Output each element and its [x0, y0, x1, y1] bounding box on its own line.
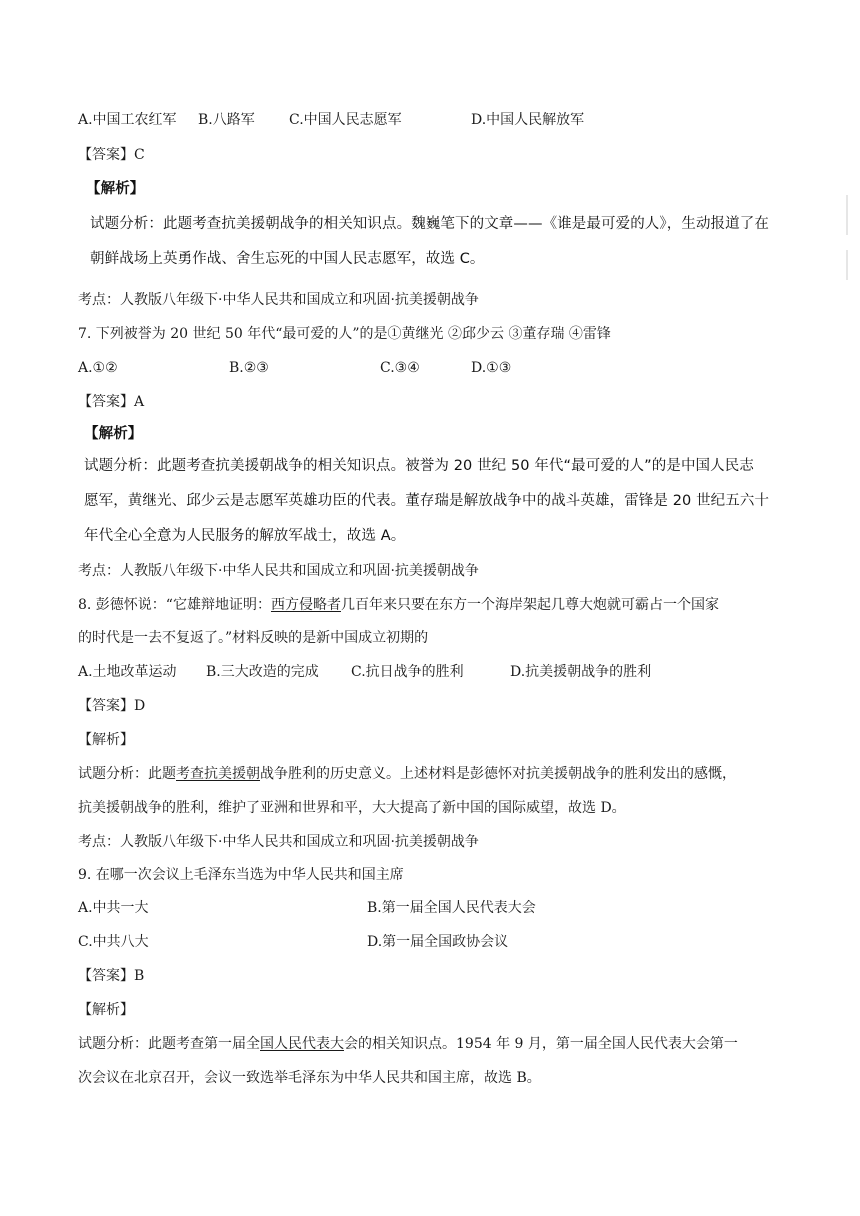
- q9-analysis-underlined: 国人民代表大: [260, 1036, 344, 1052]
- q9-answer: 【答案】B: [78, 968, 145, 984]
- q9-analysis-text-b: 会的相关知识点。1954 年 9 月，第一届全国人民代表大会第一: [344, 1036, 738, 1052]
- q7-option-d: D.①③: [471, 360, 512, 376]
- q8-analysis-text-b: 战争胜利的历史意义。上述材料是彭德怀对抗美援朝战争的胜利发出的感慨，: [260, 766, 736, 782]
- q9-option-a: A.中共一大: [78, 900, 149, 916]
- q7-analysis-label: 【解析】: [84, 426, 143, 442]
- q8-analysis-label: 【解析】: [78, 732, 134, 748]
- q7-point: 考点：人教版八年级下·中华人民共和国成立和巩固·抗美援朝战争: [78, 563, 479, 579]
- q8-question-text-a: 8. 彭德怀说：“它雄辩地证明：: [78, 597, 271, 613]
- q6-analysis-line-2: 朝鲜战场上英勇作战、舍生忘死的中国人民志愿军，故选 C。: [90, 251, 485, 267]
- q8-analysis-line-1: [78, 764, 736, 784]
- q7-option-b: B.②③: [229, 360, 269, 376]
- q8-option-c: C.抗日战争的胜利: [351, 664, 464, 680]
- q7-answer: 【答案】A: [78, 394, 145, 410]
- q8-option-d: D.抗美援朝战争的胜利: [510, 664, 652, 680]
- q8-question-underlined: 西方侵略者: [270, 597, 341, 613]
- q8-question-line-2: 的时代是一去不复返了。”材料反映的是新中国成立初期的: [78, 630, 429, 646]
- q9-option-b: B.第一届全国人民代表大会: [367, 900, 536, 916]
- q7-option-c: C.③④: [380, 360, 420, 376]
- scan-edge-mark: [846, 250, 848, 280]
- q8-analysis-line-2: 抗美援朝战争的胜利，维护了亚洲和世界和平，大大提高了新中国的国际威望，故选 D。: [78, 800, 626, 816]
- q6-option-c: C.中国人民志愿军: [289, 112, 402, 128]
- q8-answer: 【答案】D: [78, 698, 146, 714]
- q7-analysis-line-2: 愿军，黄继光、邱少云是志愿军英雄功臣的代表。董存瑞是解放战争中的战斗英雄，雷锋是 20 世纪五六十: [84, 493, 770, 509]
- q7-analysis-line-1: 试题分析：此题考查抗美援朝战争的相关知识点。被誉为 20 世纪 50 年代“最可爱的人”的是中国人民志: [84, 458, 754, 474]
- q9-analysis-label: 【解析】: [78, 1002, 134, 1018]
- q6-point: 考点：人教版八年级下·中华人民共和国成立和巩固·抗美援朝战争: [78, 292, 479, 308]
- q8-analysis-text-a: 试题分析：此题: [78, 766, 176, 782]
- q9-analysis-line-1: [78, 1034, 738, 1054]
- q9-analysis-text-a: 试题分析：此题考查第一届全: [78, 1036, 260, 1052]
- q6-analysis-line-1: 试题分析：此题考查抗美援朝战争的相关知识点。魏巍笔下的文章——《谁是最可爱的人》，生动报道了在: [90, 216, 769, 232]
- q6-option-d: D.中国人民解放军: [471, 112, 585, 128]
- q8-question-line-1: [78, 595, 719, 615]
- q8-analysis-underlined: 考查抗美援朝: [176, 766, 260, 782]
- q8-option-a: A.土地改革运动: [78, 664, 177, 680]
- q9-option-c: C.中共八大: [78, 934, 149, 950]
- q9-option-d: D.第一届全国政协会议: [367, 934, 509, 950]
- q7-question: 7. 下列被誉为 20 世纪 50 年代“最可爱的人”的是①黄继光 ②邱少云 ③董存瑞 ④雷锋: [78, 326, 611, 342]
- q8-point: 考点：人教版八年级下·中华人民共和国成立和巩固·抗美援朝战争: [78, 834, 479, 850]
- q7-option-a: A.①②: [78, 360, 118, 376]
- q8-option-b: B.三大改造的完成: [206, 664, 319, 680]
- q6-analysis-label: 【解析】: [86, 181, 145, 197]
- q9-question: 9. 在哪一次会议上毛泽东当选为中华人民共和国主席: [78, 867, 404, 883]
- q6-option-a: A.中国工农红军: [78, 112, 177, 128]
- q8-question-text-b: 几百年来只要在东方一个海岸架起几尊大炮就可霸占一个国家: [340, 597, 719, 613]
- q6-option-b: B.八路军: [198, 112, 255, 128]
- q7-analysis-line-3: 年代全心全意为人民服务的解放军战士，故选 A。: [84, 528, 406, 544]
- scan-edge-mark: [846, 195, 848, 235]
- q9-analysis-line-2: 次会议在北京召开，会议一致选举毛泽东为中华人民共和国主席，故选 B。: [78, 1070, 541, 1086]
- q6-answer: 【答案】C: [78, 147, 145, 163]
